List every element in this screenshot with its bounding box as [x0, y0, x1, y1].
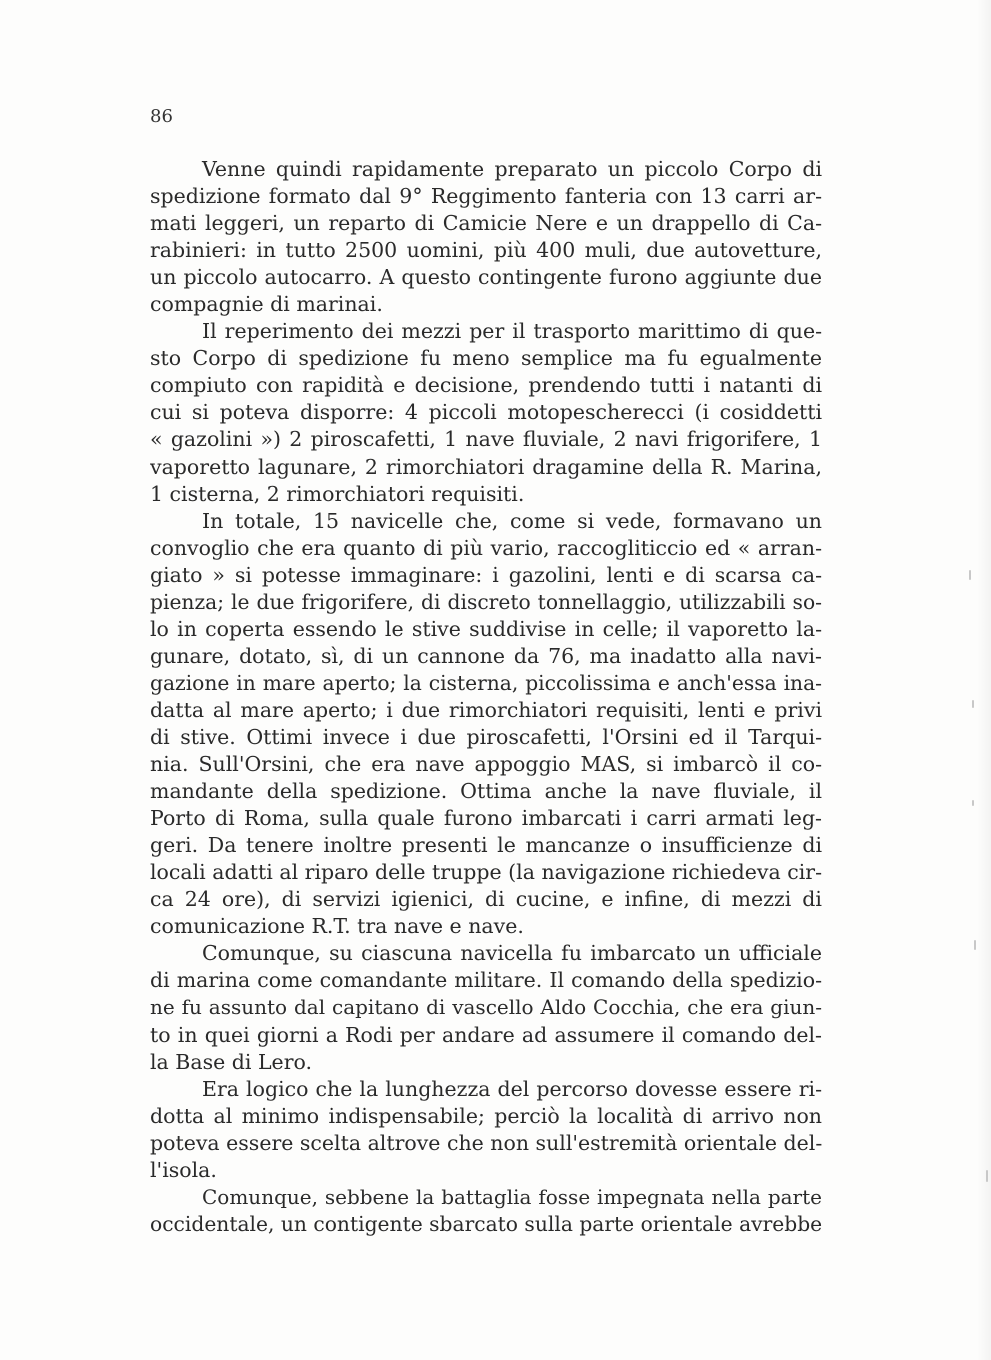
text-line: giato » si potesse immaginare: i gazolini, lenti e di scarsa ca- — [150, 562, 822, 587]
text-line: dotta al minimo indispensabile; perciò la località di arrivo non — [150, 1103, 822, 1128]
text-line: di marina come comandante militare. Il comando della spedizio- — [150, 968, 822, 993]
text-line: compagnie di marinai. — [150, 292, 383, 317]
text-line: rabinieri: in tutto 2500 uomini, più 400 muli, due autovetture, — [150, 238, 822, 263]
text-line: Era logico che la lunghezza del percorso dovesse essere ri- — [202, 1076, 822, 1101]
text-line: datta al mare aperto; i due rimorchiatori requisiti, lenti e privi — [150, 697, 822, 722]
page-number: 86 — [150, 106, 173, 127]
text-line: lo in coperta essendo le stive suddivise in celle; il vaporetto la- — [150, 616, 822, 641]
text-line: ca 24 ore), di servizi igienici, di cucine, e infine, di mezzi di — [150, 887, 822, 912]
body-text — [150, 156, 822, 1238]
text-line: gazione in mare aperto; la cisterna, piccolissima e anch'essa ina- — [150, 670, 822, 695]
text-line: geri. Da tenere inoltre presenti le mancanze o insufficienze di — [150, 833, 822, 858]
text-line: spedizione formato dal 9° Reggimento fanteria con 13 carri ar- — [150, 184, 822, 209]
text-line: ne fu assunto dal capitano di vascello Aldo Cocchia, che era giun- — [150, 995, 822, 1020]
text-line: to in quei giorni a Rodi per andare ad assumere il comando del- — [150, 1022, 822, 1047]
text-line: comunicazione R.T. tra nave e nave. — [150, 914, 524, 939]
text-line: sto Corpo di spedizione fu meno semplice ma fu egualmente — [150, 346, 822, 371]
text-line: Comunque, sebbene la battaglia fosse impegnata nella parte — [202, 1184, 822, 1209]
text-line: Comunque, su ciascuna navicella fu imbarcato un ufficiale — [202, 941, 822, 966]
page-edge-shadow — [977, 0, 991, 1360]
text-line: di stive. Ottimi invece i due piroscafetti, l'Orsini ed il Tarqui- — [150, 724, 822, 749]
scan-mark — [972, 700, 974, 708]
scan-mark — [969, 570, 971, 580]
text-line: poteva essere scelta altrove che non sull'estremità orientale del- — [150, 1130, 822, 1155]
text-line: In totale, 15 navicelle che, come si vede, formavano un — [202, 508, 822, 533]
text-line: cui si poteva disporre: 4 piccoli motopescherecci (i cosiddetti — [150, 400, 822, 425]
text-line: compiuto con rapidità e decisione, prendendo tutti i natanti di — [150, 373, 822, 398]
text-line: vaporetto lagunare, 2 rimorchiatori dragamine della R. Marina, — [150, 454, 822, 479]
text-line: occidentale, un contigente sbarcato sulla parte orientale avrebbe — [150, 1211, 822, 1236]
text-line: mati leggeri, un reparto di Camicie Nere e un drappello di Ca- — [150, 211, 822, 236]
text-line: gunare, dotato, sì, di un cannone da 76, ma inadatto alla navi- — [150, 643, 822, 668]
text-line: nia. Sull'Orsini, che era nave appoggio MAS, si imbarcò il co- — [150, 752, 822, 777]
text-line: Venne quindi rapidamente preparato un piccolo Corpo di — [202, 157, 822, 181]
scan-mark — [972, 800, 974, 806]
text-line: un piccolo autocarro. A questo contingente furono aggiunte due — [150, 265, 822, 290]
scan-mark — [986, 1170, 988, 1182]
text-line: locali adatti al riparo delle truppe (la navigazione richiedeva cir- — [150, 860, 822, 885]
text-line: Il reperimento dei mezzi per il trasporto marittimo di que- — [202, 319, 822, 344]
scan-mark — [974, 940, 976, 950]
text-line: Porto di Roma, sulla quale furono imbarcati i carri armati leg- — [150, 806, 822, 831]
text-line: convoglio che era quanto di più vario, raccogliticcio ed « arran- — [150, 535, 822, 560]
text-line: l'isola. — [150, 1157, 217, 1182]
text-line: pienza; le due frigorifere, di discreto tonnellaggio, utilizzabili so- — [150, 589, 822, 614]
text-line: « gazolini ») 2 piroscafetti, 1 nave fluviale, 2 navi frigorifere, 1 — [150, 427, 822, 452]
text-line: mandante della spedizione. Ottima anche la nave fluviale, il — [150, 779, 822, 804]
text-line: la Base di Lero. — [150, 1049, 312, 1074]
text-line: 1 cisterna, 2 rimorchiatori requisiti. — [150, 481, 525, 506]
